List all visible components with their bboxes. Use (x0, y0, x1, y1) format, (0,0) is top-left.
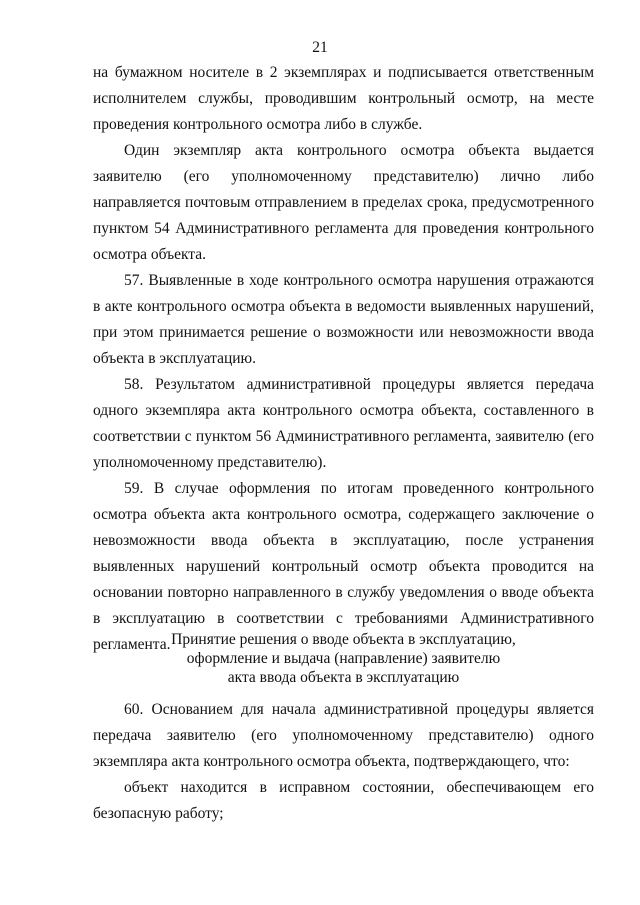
section-heading-line-2: оформление и выдача (направление) заявителю (186, 650, 501, 667)
page-number: 21 (312, 39, 328, 56)
paragraph-58: 58. Результатом административной процедуры является передача одного экземпляра акта контрольного осмотра объекта, составленного в соответствии с пунктом 56 Административного регламента, заявителю (его уполномоченному представителю). (93, 376, 594, 471)
paragraph-59: 59. В случае оформления по итогам проведенного контрольного осмотра объекта акта контрольного осмотра, содержащего заключение о невозможности ввода объекта в эксплуатацию, после устранения выявленных нарушений контрольный осмотр объекта проводится на основании повторно направленного в службу уведомления о вводе объекта в эксплуатацию в соответствии с требованиями Административного регламента. (93, 480, 594, 653)
paragraph-60: 60. Основанием для начала административной процедуры является передача заявителю (его уполномоченному представителю) одного экземпляра акта контрольного осмотра объекта, подтверждающего, что: (93, 701, 594, 770)
paragraph-57: 57. Выявленные в ходе контрольного осмотра нарушения отражаются в акте контрольного осмотра объекта в ведомости выявленных нарушений, при этом принимается решение о возможности или невозможности ввода объекта в эксплуатацию. (93, 272, 594, 367)
section-heading (93, 630, 594, 687)
paragraph-copy-issuance: Один экземпляр акта контрольного осмотра объекта выдается заявителю (его уполномоченному представителю) лично либо направляется почтовым отправлением в пределах срока, предусмотренного пунктом 54 Административного регламента для проведения контрольного осмотра объекта. (93, 142, 594, 263)
section-heading-line-3: акта ввода объекта в эксплуатацию (227, 669, 460, 686)
paragraph-condition: объект находится в исправном состоянии, обеспечивающем его безопасную работу; (93, 779, 594, 822)
section-heading-line-1: Принятие решения о вводе объекта в эксплуатацию, (171, 631, 516, 648)
paragraph-continuation: на бумажном носителе в 2 экземплярах и подписывается ответственным исполнителем службы, проводившим контрольный осмотр, на месте проведения контрольного осмотра либо в службе. (93, 64, 594, 133)
